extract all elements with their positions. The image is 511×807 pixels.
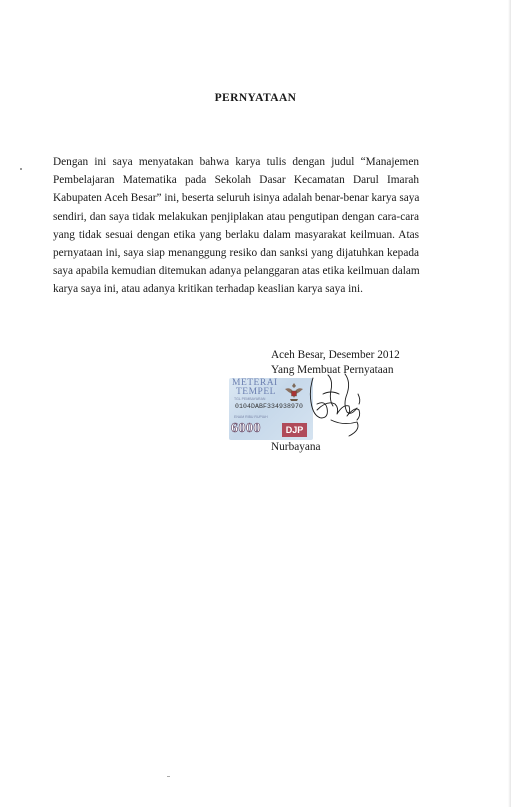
stamp-value: 6000 <box>231 421 261 436</box>
paragraph-line-7: saya apabila kemudian ditemukan adanya pelanggaran atas etika keilmuan dalam <box>53 265 420 278</box>
paragraph-line-4: sendiri, dan saya tidak melakukan penjiplakan atau pengutipan dengan cara-cara <box>53 210 419 223</box>
stamp-fine-print-1: TGL PEMBAYARAN <box>234 397 266 401</box>
signer-role: Yang Membuat Pernyataan <box>271 364 394 376</box>
stamp-line-1: METERAI <box>232 378 278 388</box>
scan-speck <box>167 776 170 777</box>
stamp-serial-number: 0104DABF334938970 <box>235 403 304 410</box>
document-title: PERNYATAAN <box>214 92 297 104</box>
paragraph-line-8: karya saya ini, atau adanya kritikan terhadap keaslian karya saya ini. <box>53 283 363 296</box>
stamp-title <box>232 379 278 397</box>
paragraph-line-5: yang tidak sesuai dengan etika yang berlaku dalam masyarakat keilmuan. Atas <box>53 228 419 241</box>
stamp-issuer: DJP <box>282 423 307 437</box>
paragraph-line-6: pernyataan ini, saya siap menanggung resiko dan sanksi yang dijatuhkan kepada <box>53 247 419 260</box>
paragraph-line-1: Dengan ini saya menyatakan bahwa karya tulis dengan judul “Manajemen <box>53 156 419 168</box>
handwritten-signature <box>287 360 367 443</box>
paragraph-line-3: Kabupaten Aceh Besar” ini, beserta seluruh isinya adalah benar-benar karya saya <box>53 192 420 205</box>
stamp-fine-print-2: ENAM RIBU RUPIAH <box>234 415 268 419</box>
place-date: Aceh Besar, Desember 2012 <box>271 349 400 361</box>
signer-name: Nurbayana <box>271 441 321 453</box>
margin-mark <box>20 168 22 170</box>
stamp-line-2: TEMPEL <box>236 387 276 397</box>
statement-paragraph <box>53 153 419 299</box>
paragraph-line-2: Pembelajaran Matematika pada Sekolah Dasar Kecamatan Darul Imarah <box>53 174 419 187</box>
